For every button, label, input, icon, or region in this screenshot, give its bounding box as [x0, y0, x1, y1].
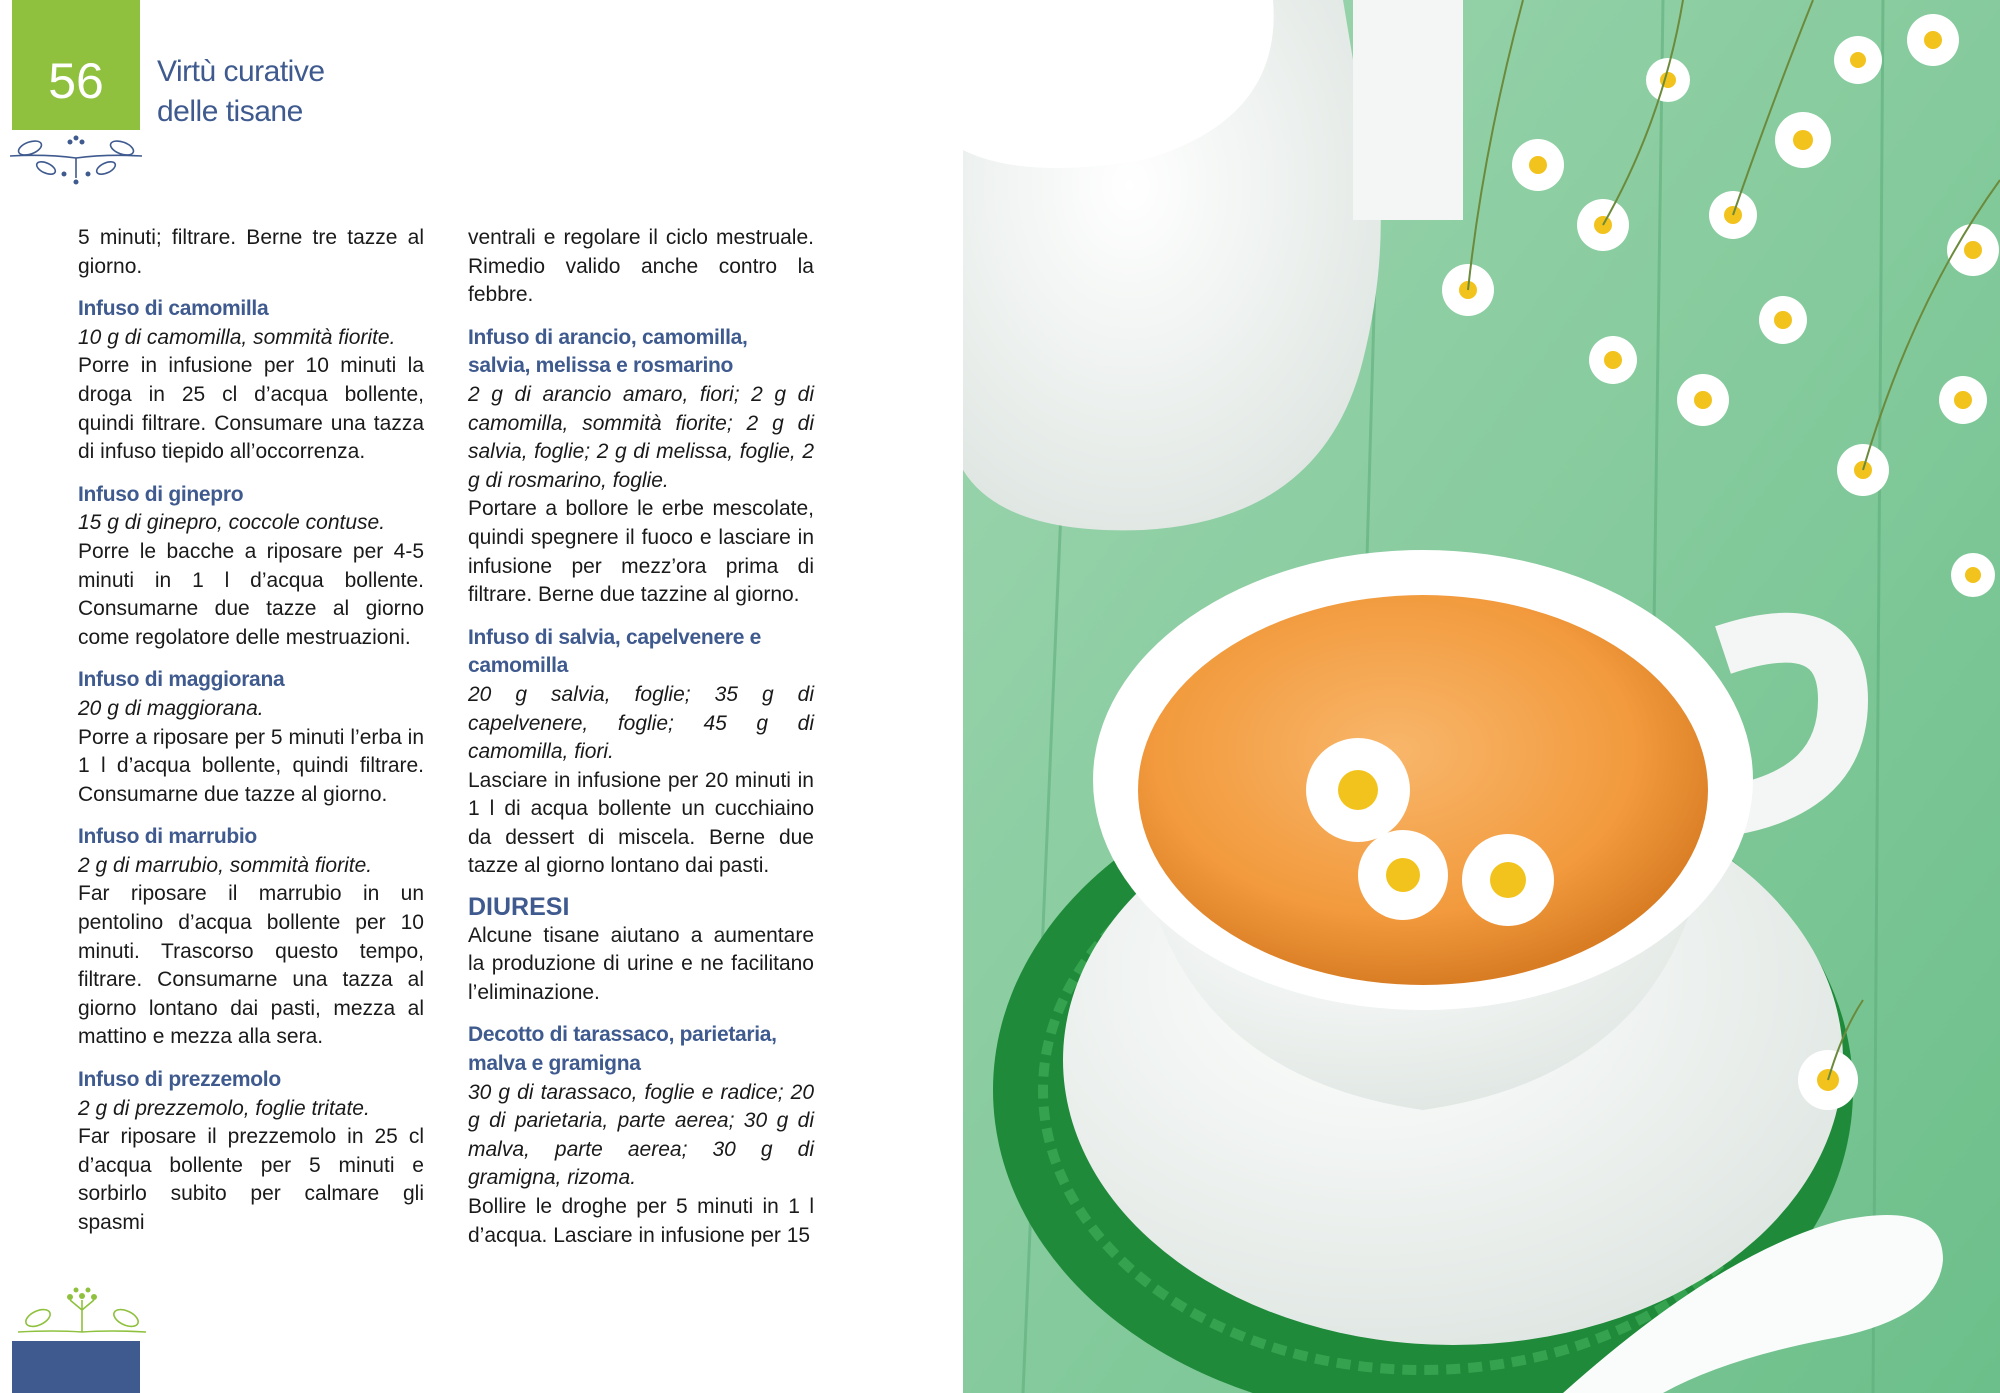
- section-title-line1: Virtù curative: [157, 55, 325, 88]
- recipe-title: Infuso di prezzemolo: [78, 1068, 281, 1092]
- tea-photo: [963, 0, 2000, 1393]
- column2-intro: ventrali e regolare il ciclo mestruale. Rimedio valido anche contro la febbre.: [468, 226, 814, 307]
- recipe-text: Porre in infusione per 10 minuti la droga in 25 cl d’acqua bollente, quindi filtrare. Consumare una tazza di infuso tiepido all’occorrenza.: [78, 354, 424, 464]
- recipe-text: Lasciare in infusione per 20 minuti in 1 l di acqua bollente un cucchiaino da dessert di miscela. Berne due tazze al giorno lontano dai pasti.: [468, 768, 814, 878]
- recipe-ingredients: 15 g di ginepro, coccole contuse.: [78, 511, 386, 535]
- recipe-text: Porre a riposare per 5 minuti l’erba in 1 l d’acqua bollente, quindi filtrare. Consumarne due tazze al giorno.: [78, 725, 424, 806]
- recipe-ingredients: 10 g di camomilla, sommità fiorite.: [78, 325, 396, 349]
- recipe-ingredients: 30 g di tarassaco, foglie e radice; 20 g di parietaria, parte aerea; 30 g di malva, parte aerea; 30 g di gramigna, rizoma.: [468, 1080, 814, 1190]
- floral-ornament-top-icon: [6, 134, 146, 188]
- recipe-text: Far riposare il marrubio in un pentolino d’acqua bollente per 10 minuti. Trascorso questo tempo, filtrare. Consumarne una tazza al giorno lontano dai pasti, mezza al mattino e mezza alla sera.: [78, 882, 424, 1049]
- recipe-ingredients: 2 g di marrubio, sommità fiorite.: [78, 853, 373, 877]
- recipe-ingredients: 2 g di prezzemolo, foglie tritate.: [78, 1096, 370, 1120]
- section-title-line2: delle tisane: [157, 95, 303, 128]
- recipe-title: Decotto di tarassaco, parietaria, malva e gramigna: [468, 1023, 777, 1076]
- recipe-ingredients: 2 g di arancio amaro, fiori; 2 g di camomilla, sommità fiorite; 2 g di salvia, foglie; 2 g di melissa, foglie, 2 g di rosmarino, foglie.: [468, 382, 814, 492]
- page-number: 56: [48, 53, 104, 109]
- floral-ornament-bottom-icon: [14, 1286, 150, 1338]
- section-intro: Alcune tisane aiutano a aumentare la produzione di urine e ne facilitano l’eliminazione.: [468, 923, 814, 1004]
- recipe-title: Infuso di camomilla: [78, 297, 269, 321]
- recipe-title: Infuso di ginepro: [78, 482, 244, 506]
- recipe-text: Porre le bacche a riposare per 4-5 minuti in 1 l d’acqua bollente. Consumarne due tazze al giorno come regolatore delle mestruazioni.: [78, 539, 424, 649]
- recipe-text: Bollire le droghe per 5 minuti in 1 l d’acqua. Lasciare in infusione per 15: [468, 1195, 814, 1247]
- text-column-2: [468, 224, 814, 1250]
- recipe-ingredients: 20 g salvia, foglie; 35 g di capelvenere, foglie; 45 g di camomilla, fiori.: [468, 682, 814, 764]
- recipe-title: Infuso di maggiorana: [78, 668, 285, 692]
- column1-intro: 5 minuti; filtrare. Berne tre tazze al giorno.: [78, 226, 424, 278]
- recipe-ingredients: 20 g di maggiorana.: [78, 696, 264, 720]
- section-title: [157, 52, 325, 132]
- recipe-title: Infuso di arancio, camomilla, salvia, melissa e rosmarino: [468, 325, 748, 378]
- recipe-title: Infuso di salvia, capelvenere e camomilla: [468, 625, 762, 678]
- recipe-title: Infuso di marrubio: [78, 825, 257, 849]
- left-page: [0, 0, 963, 1393]
- recipe-text: Portare a bollore le erbe mescolate, quindi spegnere il fuoco e lasciare in infusione per mezz’ora prima di filtrare. Berne due tazzine al giorno.: [468, 497, 814, 607]
- page-number-box: [12, 0, 140, 130]
- recipe-text: Far riposare il prezzemolo in 25 cl d’acqua bollente per 5 minuti e sorbirlo subito per calmare gli spasmi: [78, 1125, 424, 1234]
- section-heading: DIURESI: [468, 893, 570, 922]
- footer-bar: [12, 1341, 140, 1393]
- text-column-1: [78, 224, 424, 1238]
